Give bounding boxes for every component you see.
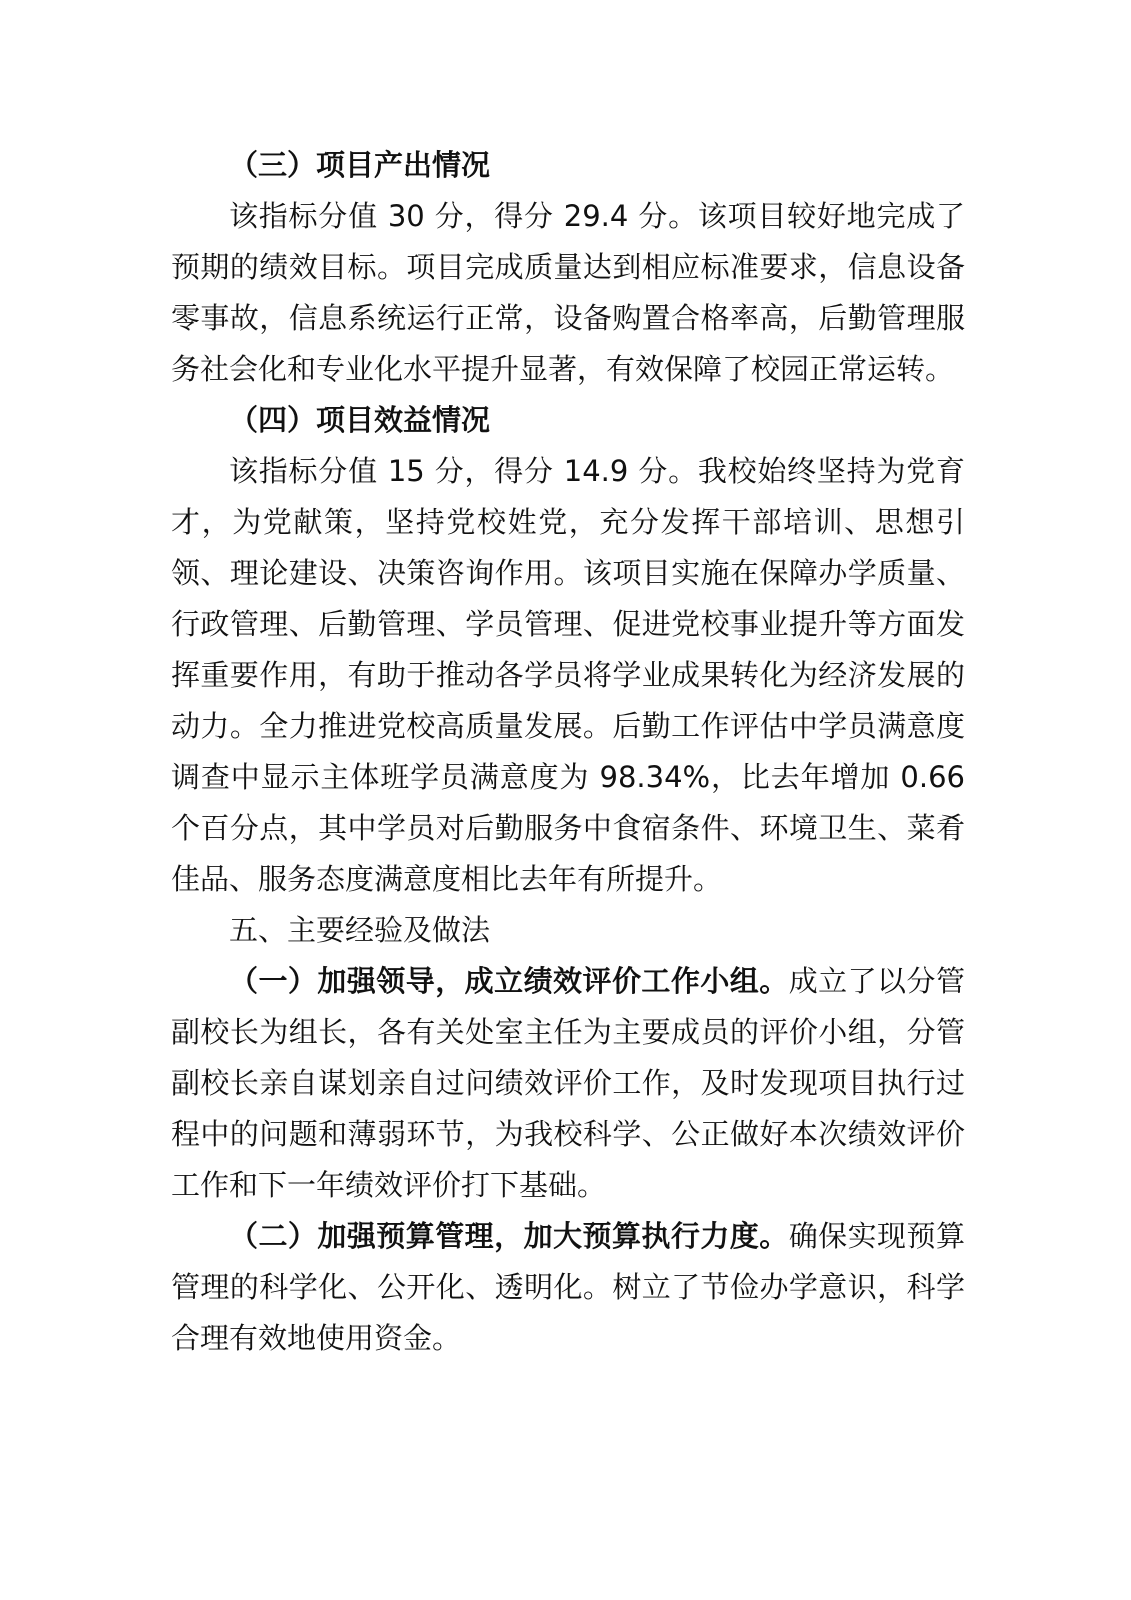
chapter-heading: 五、主要经验及做法 xyxy=(229,913,491,947)
section-body-output: 该指标分值 30 分，得分 29.4 分。该项目较好地完成了预期的绩效目标。项目完成质量达到相应标准要求，信息设备零事故，信息系统运行正常，设备购置合格率高，后勤管理服务社会化和专业化水平提升显著，有效保障了校园正常运转。 xyxy=(171,199,965,386)
measure-budget-text: 确保实现预算管理的科学化、公开化、透明化。树立了节俭办学意识，科学合理有效地使用资金。 xyxy=(171,1219,965,1355)
measure-budget xyxy=(171,1211,965,1364)
measure-leadership xyxy=(171,956,965,1211)
section-heading-benefit: （四）项目效益情况 xyxy=(229,403,491,437)
section-heading-output: （三）项目产出情况 xyxy=(229,148,491,182)
section-body-benefit: 该指标分值 15 分，得分 14.9 分。我校始终坚持为党育才，为党献策，坚持党校姓党，充分发挥干部培训、思想引领、理论建设、决策咨询作用。该项目实施在保障办学质量、行政管理、后勤管理、学员管理、促进党校事业提升等方面发挥重要作用，有助于推动各学员将学业成果转化为经济发展的动力。全力推进党校高质量发展。后勤工作评估中学员满意度调查中显示主体班学员满意度为 98.34%，比去年增加 0.66 个百分点，其中学员对后勤服务中食宿条件、环境卫生、菜肴佳品、服务态度满意度相比去年有所提升。 xyxy=(171,454,965,896)
document-page xyxy=(171,140,965,1364)
measure-leadership-text: 成立了以分管副校长为组长，各有关处室主任为主要成员的评价小组，分管副校长亲自谋划亲自过问绩效评价工作，及时发现项目执行过程中的问题和薄弱环节，为我校科学、公正做好本次绩效评价工作和下一年绩效评价打下基础。 xyxy=(171,964,965,1202)
measure-budget-lead: （二）加强预算管理，加大预算执行力度。 xyxy=(229,1219,789,1253)
measure-leadership-lead: （一）加强领导，成立绩效评价工作小组。 xyxy=(229,964,789,998)
